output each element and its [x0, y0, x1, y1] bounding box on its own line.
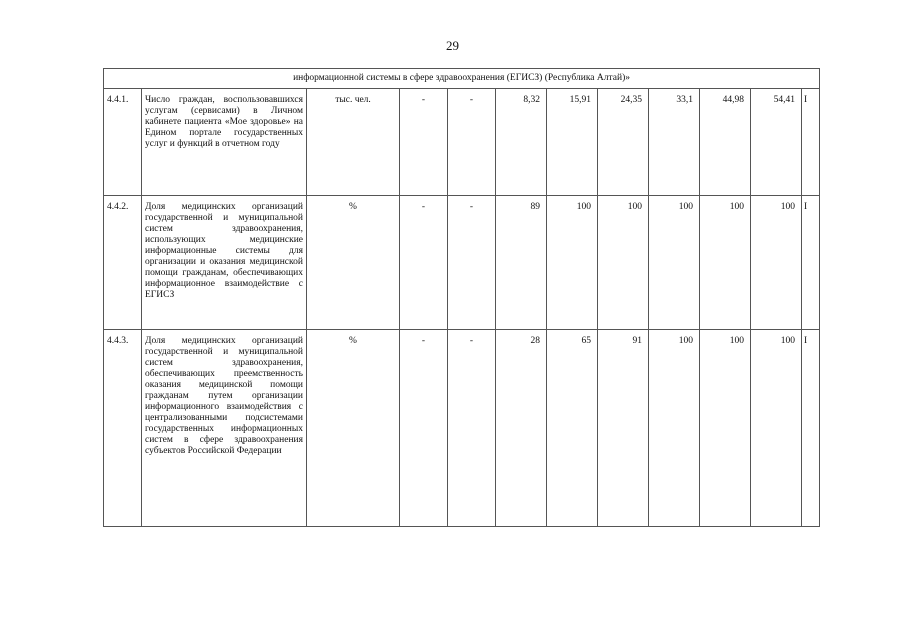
table-header-row [104, 69, 820, 89]
value-cell: 100 [751, 196, 802, 330]
value-cell: 33,1 [649, 89, 700, 196]
table-row [104, 89, 820, 196]
value-cell: 89 [496, 196, 547, 330]
value-cell: 28 [496, 330, 547, 527]
table-row [104, 330, 820, 527]
row-number: 4.4.2. [104, 196, 142, 330]
value-cell: - [448, 330, 496, 527]
value-cell: 100 [751, 330, 802, 527]
value-cell: 54,41 [751, 89, 802, 196]
page-number: 29 [446, 38, 459, 53]
value-cell: 100 [547, 196, 598, 330]
value-cell: 91 [598, 330, 649, 527]
indicator-name: Число граждан, воспользовавшихся услугам (сервисами) в Личном кабинете пациента «Мое здоровье» на Едином портале государственных услуг и функций в отчетном году [142, 89, 307, 196]
value-cell: 100 [700, 330, 751, 527]
value-cell: 100 [649, 330, 700, 527]
value-cell-clipped: I [802, 196, 820, 330]
value-cell: - [448, 89, 496, 196]
table-header-text: информационной системы в сфере здравоохранения (ЕГИСЗ) (Республика Алтай)» [104, 69, 820, 89]
value-cell: - [448, 196, 496, 330]
value-cell: - [400, 89, 448, 196]
value-cell: 65 [547, 330, 598, 527]
value-cell: 100 [598, 196, 649, 330]
indicators-table [103, 68, 820, 527]
value-cell: 8,32 [496, 89, 547, 196]
unit-cell: тыс. чел. [307, 89, 400, 196]
value-cell: - [400, 196, 448, 330]
value-cell: 100 [649, 196, 700, 330]
value-cell: 24,35 [598, 89, 649, 196]
table-row [104, 196, 820, 330]
value-cell: 100 [700, 196, 751, 330]
unit-cell: % [307, 196, 400, 330]
value-cell: 44,98 [700, 89, 751, 196]
indicator-name: Доля медицинских организаций государственной и муниципальной систем здравоохранения, обеспечивающих преемственность оказания медицинской помощи гражданам путем организации информационного взаимодействия с централизованными подсистемами государственных информационных систем в сфере здравоохранения субъектов Российской Федерации [142, 330, 307, 527]
value-cell: - [400, 330, 448, 527]
indicator-name: Доля медицинских организаций государственной и муниципальной систем здравоохранения, использующих медицинские информационные системы для организации и оказания медицинской помощи гражданам, обеспечивающих информационное взаимодействие с ЕГИСЗ [142, 196, 307, 330]
value-cell: 15,91 [547, 89, 598, 196]
row-number: 4.4.3. [104, 330, 142, 527]
value-cell-clipped: I [802, 89, 820, 196]
value-cell-clipped: I [802, 330, 820, 527]
row-number: 4.4.1. [104, 89, 142, 196]
unit-cell: % [307, 330, 400, 527]
